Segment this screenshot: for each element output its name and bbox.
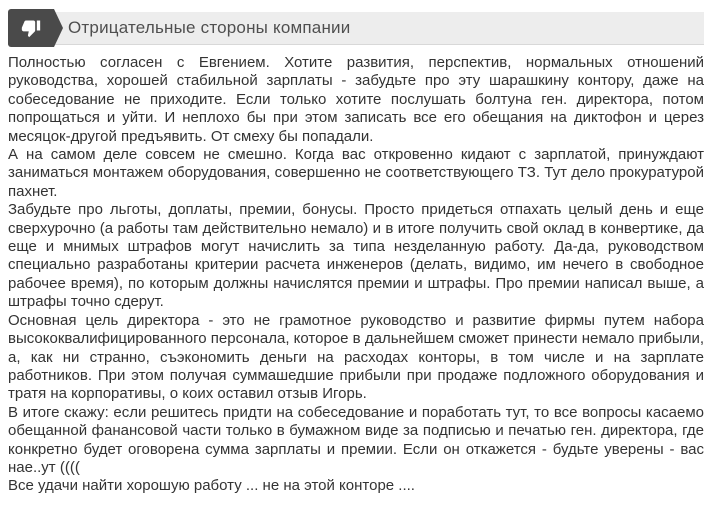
section-title: Отрицательные стороны компании: [68, 18, 351, 37]
review-text: [8, 54, 704, 496]
review-paragraph: В итоге скажу: если решитесь придти на собеседование и поработать тут, то все вопросы касаемо обещанной фанансовой части только в бумажном виде за подписью и печатью ген. директора, где конкретно будет оговорена сумма зарплаты и премии. Если он откажется - будьте уверены - вас нае..ут ((((: [8, 403, 704, 476]
review-paragraph: Основная цель директора - это не грамотное руководство и развитие фирмы путем набора высококвалифицированного персонала, которое в дальнейшем сможет принести немало прибыли, а, как ни странно, съэкономить деньги на расходах конторы, в том числе и на зарплате работников. При этом получая суммашедшие прибыли при продаже подложного оборудования и тратя на корпоративы, о коих оставил отзыв Игорь.: [8, 311, 704, 403]
negative-review-badge: [8, 9, 54, 47]
review-paragraph: Полностью согласен с Евгением. Хотите развития, перспектив, нормальных отношений руководства, хорошей стабильной зарплаты - забудьте про эту шарашкину контору, даже на собеседование не приходите. Если только хотите послушать болтуна ген. директора, потом попрощаться и уйти. И неплохо бы при этом записать все его обещания на диктофон и церез месяцок-другой предъявить. От смеху бы попадали.: [8, 54, 704, 145]
section-header: [0, 9, 712, 47]
section-header-bar: [8, 12, 704, 45]
review-paragraph: А на самом деле совсем не смешно. Когда вас откровенно кидают с зарплатой, принуждают заниматься монтажем оборудования, совершенно не соответствующего ТЗ. Тут дело прокуратурой пахнет.: [8, 146, 704, 200]
review-paragraph: Все удачи найти хорошую работу ... не на этой конторе ....: [8, 477, 415, 495]
thumbs-down-icon: [21, 18, 41, 38]
review-paragraph: Забудьте про льготы, доплаты, премии, бонусы. Просто придеться отпахать целый день и еще сверхурочно (а работы там действительно немало) и в итоге получить свой оклад в конвертике, да еще и мнимых штрафов могут начислить за типа незделанную работу. Да-да, руководством специально разработаны критерии расчета инженеров (делать, видимо, им нечего в свободное рабочее время), по которым должны начислятся премии и штрафы. Про премии написал выше, а штрафы точно сдерут.: [8, 201, 704, 311]
